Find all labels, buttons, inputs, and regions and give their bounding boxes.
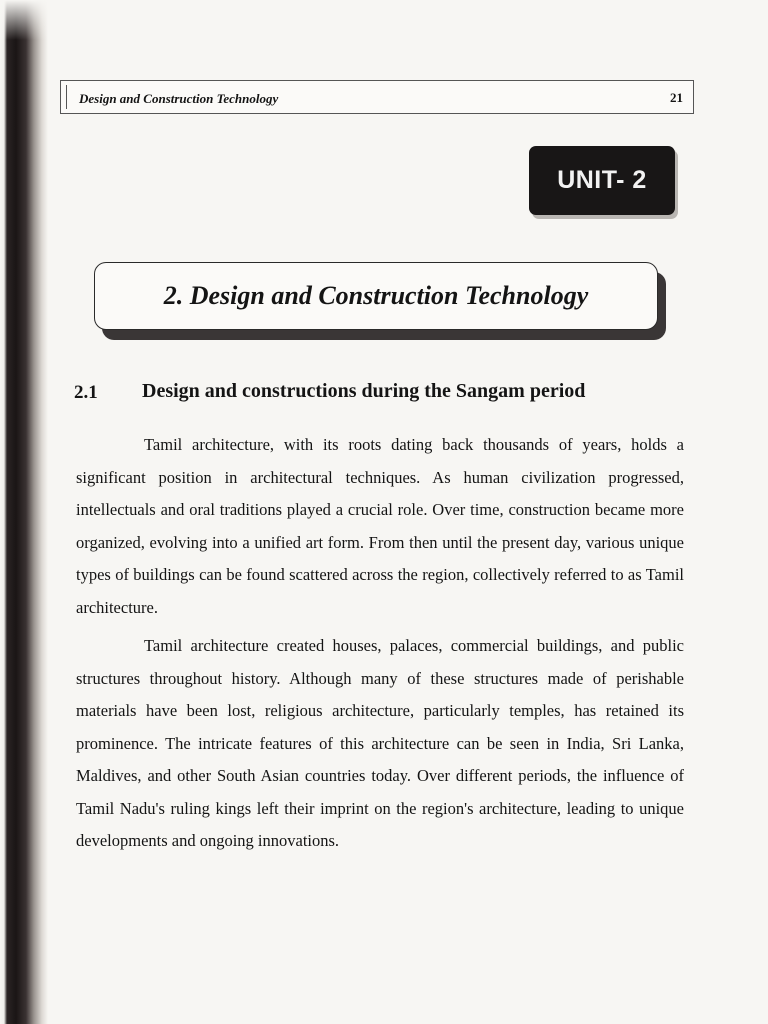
chapter-title-box (94, 262, 658, 330)
body-paragraph-1: Tamil architecture, with its roots dating back thousands of years, holds a significant position in architectural techniques. As human civilization progressed, intellectuals and oral traditions played a crucial role. Over time, construction became more organized, evolving into a unified art form. From then until the present day, various unique types of buildings can be found scattered across the region, collectively referred to as Tamil architecture. (76, 435, 684, 617)
book-spine-shadow (0, 0, 48, 1024)
section-heading: Design and constructions during the Sangam period (142, 380, 586, 402)
running-header-title: Design and Construction Technology (79, 91, 279, 106)
section-number: 2.1 (74, 382, 98, 403)
unit-badge: UNIT- 2 (529, 146, 675, 215)
body-paragraph-2: Tamil architecture created houses, palaces, commercial buildings, and public structures throughout history. Although many of these structures made of perishable materials have been lost, religious architecture, particularly temples, has retained its prominence. The intricate features of this architecture can be seen in India, Sri Lanka, Maldives, and other South Asian countries today. Over different periods, the influence of Tamil Nadu's ruling kings left their imprint on the region's architecture, leading to unique developments and ongoing innovations. (76, 636, 684, 850)
spine-fade (0, 0, 48, 40)
page-number: 21 (670, 90, 683, 105)
header-rule (66, 85, 67, 109)
chapter-title: 2. Design and Construction Technology (163, 281, 589, 310)
running-header (60, 80, 694, 114)
